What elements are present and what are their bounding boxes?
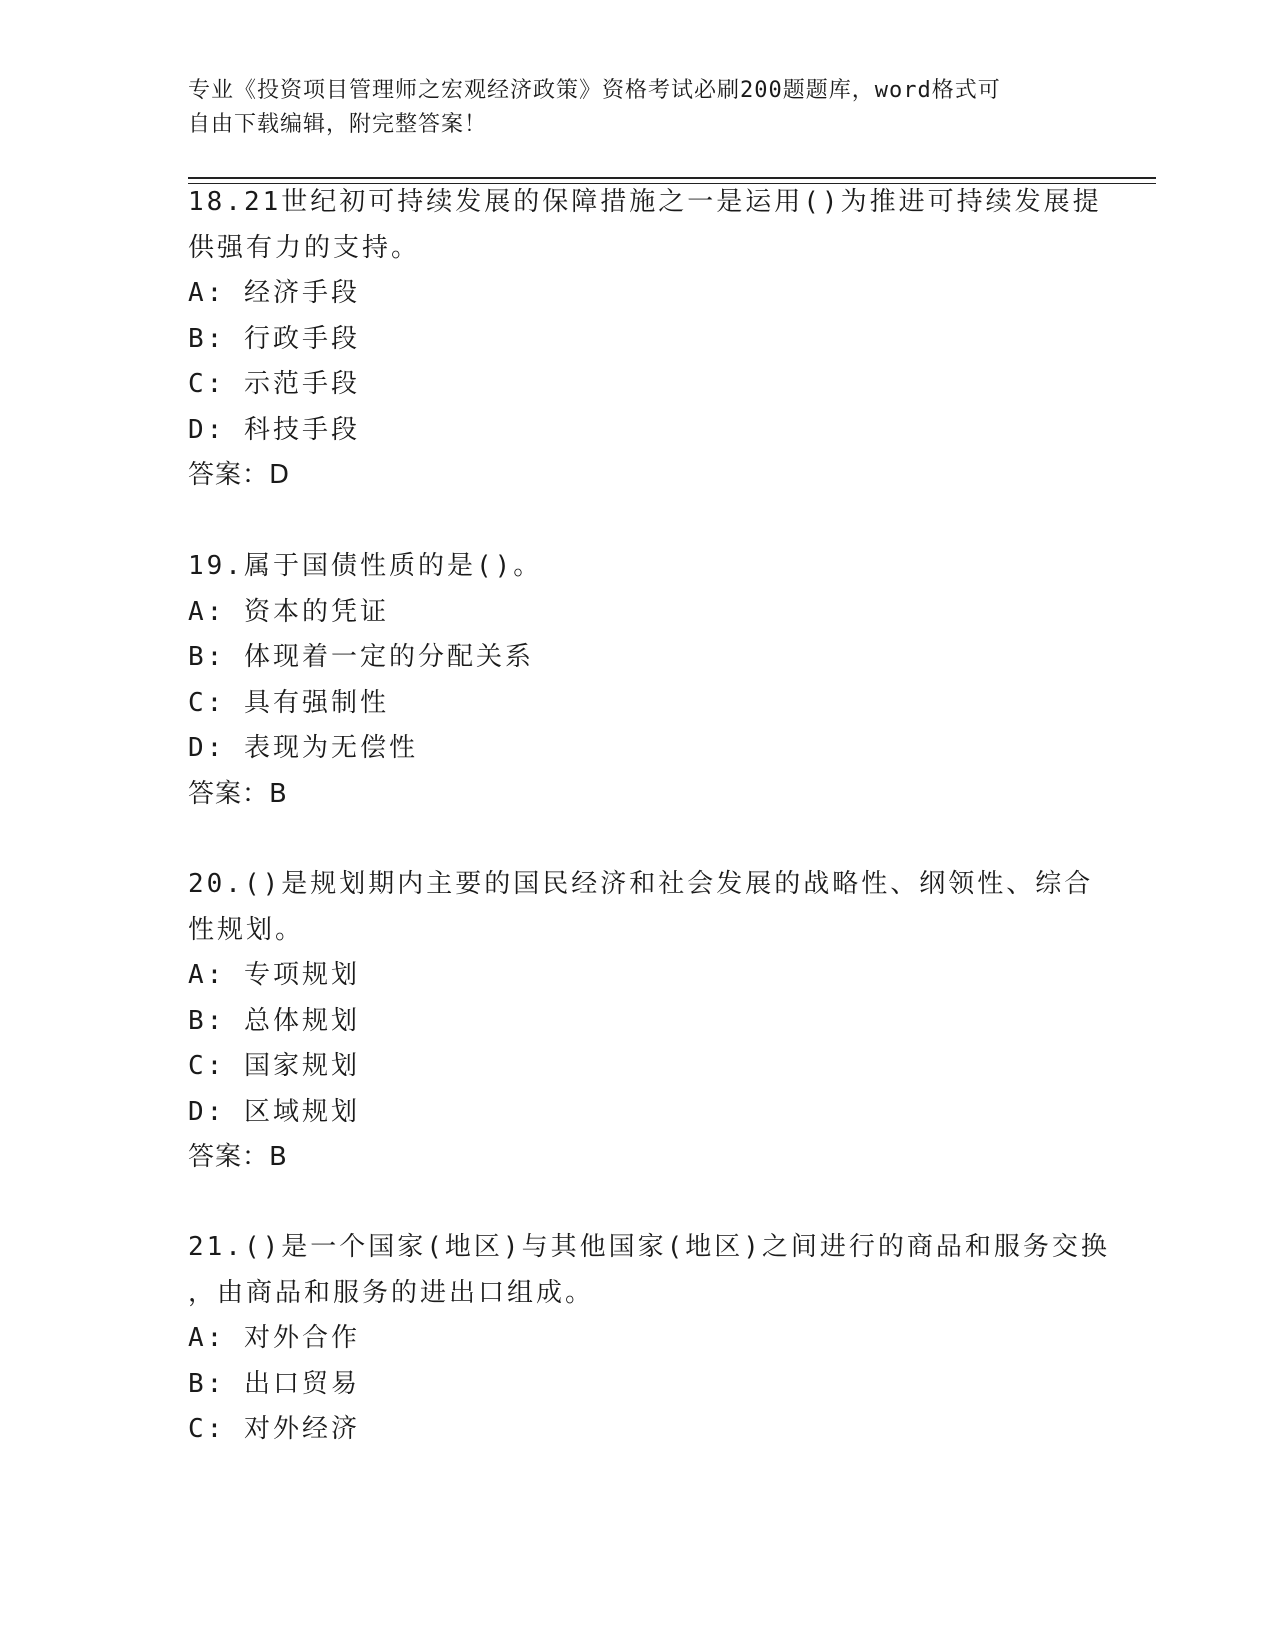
option-a: A: 经济手段 — [188, 278, 360, 308]
option-c: C: 国家规划 — [188, 1051, 360, 1081]
answer-text: 答案：D — [188, 460, 291, 490]
option-b: B: 行政手段 — [188, 323, 360, 354]
option-b: B: 出口贸易 — [188, 1368, 360, 1399]
document-header — [188, 74, 1088, 142]
question-text-line: 20.()是规划期内主要的国民经济和社会发展的战略性、纲领性、综合 — [188, 869, 1094, 899]
question-19 — [188, 544, 1088, 817]
question-text-line: 性规划。 — [188, 914, 305, 945]
question-text-line: ，由商品和服务的进出口组成。 — [188, 1277, 595, 1308]
header-divider-thick — [188, 177, 1156, 179]
option-b: B: 总体规划 — [188, 1005, 360, 1036]
question-text-line: 19.属于国债性质的是()。 — [188, 551, 543, 581]
header-line-1: 专业《投资项目管理师之宏观经济政策》资格考试必刷200题题库，word格式可 — [188, 78, 1001, 103]
header-line-2: 自由下载编辑，附完整答案！ — [188, 112, 488, 137]
answer-text: 答案：B — [188, 1142, 288, 1172]
option-b: B: 体现着一定的分配关系 — [188, 642, 534, 672]
option-c: C: 对外经济 — [188, 1414, 360, 1444]
option-c: C: 具有强制性 — [188, 687, 389, 718]
question-18 — [188, 180, 1102, 499]
option-d: D: 区域规划 — [188, 1096, 360, 1127]
question-text-line: 供强有力的支持。 — [188, 232, 421, 263]
question-21 — [188, 1225, 1110, 1453]
option-d: D: 科技手段 — [188, 414, 360, 445]
option-a: A: 专项规划 — [188, 960, 360, 990]
option-a: A: 对外合作 — [188, 1323, 360, 1353]
question-20 — [188, 862, 1094, 1181]
question-text-line: 18.21世纪初可持续发展的保障措施之一是运用()为推进可持续发展提 — [188, 187, 1102, 217]
option-c: C: 示范手段 — [188, 369, 360, 399]
option-d: D: 表现为无偿性 — [188, 733, 418, 763]
answer-text: 答案：B — [188, 778, 288, 809]
option-a: A: 资本的凭证 — [188, 596, 389, 627]
question-text-line: 21.()是一个国家(地区)与其他国家(地区)之间进行的商品和服务交换 — [188, 1232, 1110, 1262]
